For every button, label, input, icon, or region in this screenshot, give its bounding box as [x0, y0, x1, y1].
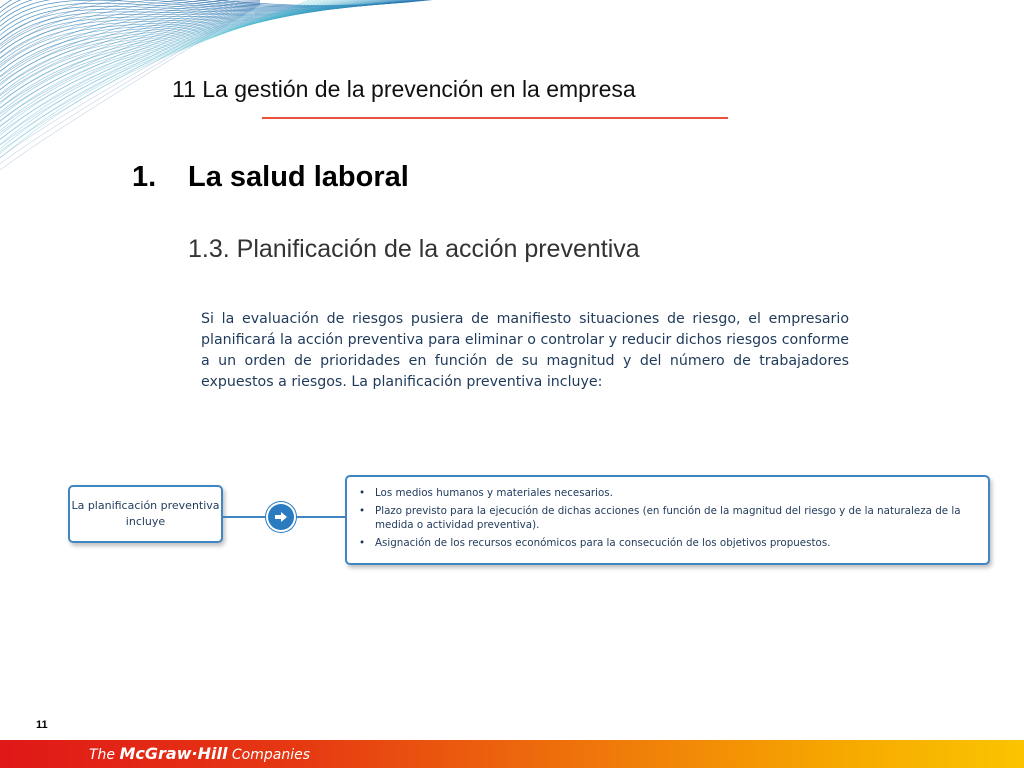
section-title: La salud laboral — [188, 161, 409, 193]
intro-paragraph: Si la evaluación de riesgos pusiera de manifiesto situaciones de riesgo, el empresario planificará la acción preventiva para eliminar o controlar y reducir dichos riesgos conforme a un orden de prioridades en función de su magnitud y del número de trabajadores expuestos a riesgos. La planificación preventiva incluye: — [201, 311, 849, 390]
page-number: 11 — [36, 719, 48, 731]
bullet-icon: • — [359, 505, 366, 517]
diagram-source-box: La planificación preventiva incluye — [68, 485, 223, 543]
diagram-items-box — [345, 475, 990, 565]
list-item — [357, 504, 974, 532]
title-divider-line — [262, 117, 728, 119]
subsection-heading: 1.3. Planificación de la acción preventiva — [188, 235, 640, 263]
planning-items-list — [357, 486, 974, 550]
footer-bar — [0, 740, 1024, 768]
list-item — [357, 536, 974, 550]
right-arrow-icon — [268, 504, 294, 530]
bullet-icon: • — [359, 537, 366, 549]
chapter-title: 11 La gestión de la prevención en la empresa — [172, 76, 636, 102]
logo-prefix: The — [89, 747, 120, 763]
list-item — [357, 486, 974, 500]
logo-brand: McGraw·Hill — [119, 744, 228, 763]
list-item-text: Asignación de los recursos económicos para la consecución de los objetivos propuestos. — [375, 537, 831, 549]
publisher-logo — [89, 745, 310, 764]
logo-suffix: Companies — [227, 747, 311, 763]
list-item-text: Los medios humanos y materiales necesarios. — [375, 487, 613, 499]
right-arrow-glyph — [274, 511, 288, 523]
list-item-text: Plazo previsto para la ejecución de dichas acciones (en función de la magnitud del riesgo y de la naturaleza de la medida o actividad preventiva). — [375, 505, 961, 531]
section-heading — [132, 161, 409, 194]
section-number: 1. — [132, 161, 157, 193]
bullet-icon: • — [359, 487, 366, 499]
